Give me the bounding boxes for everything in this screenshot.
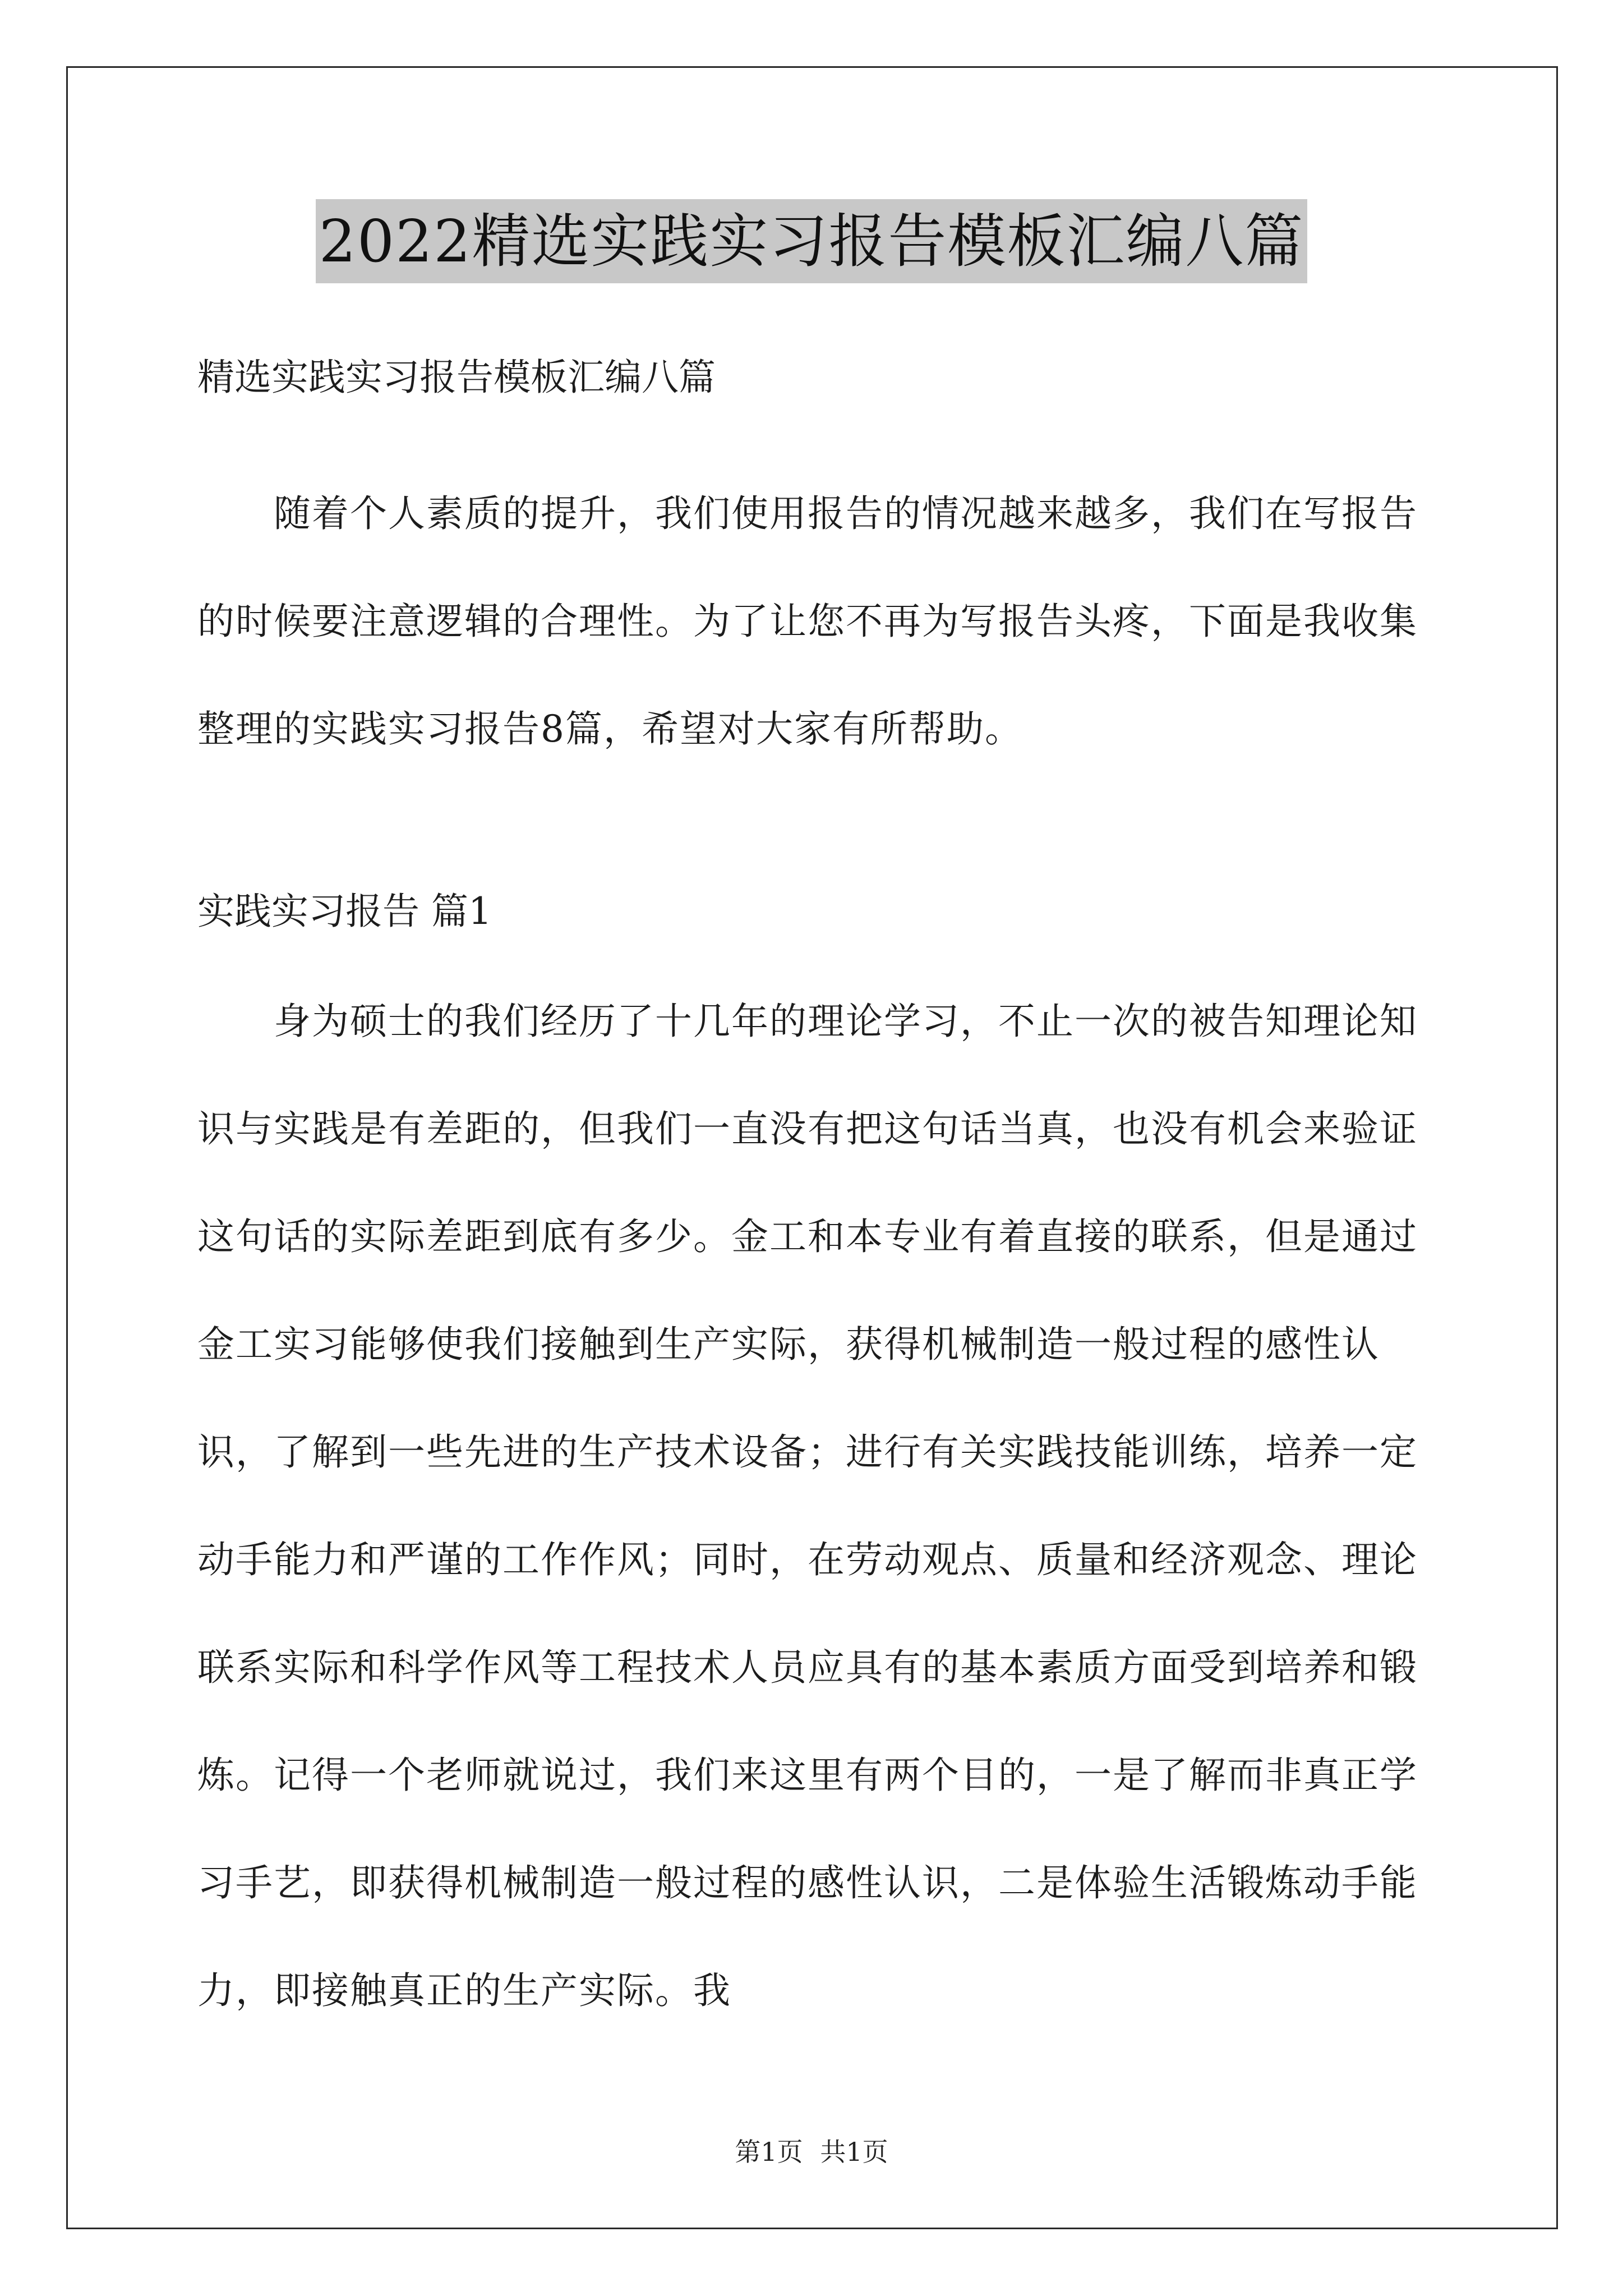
page-number-current: 第1页: [735, 2137, 803, 2167]
document-subtitle: 精选实践实习报告模板汇编八篇: [197, 356, 716, 399]
intro-paragraph: 随着个人素质的提升，我们使用报告的情况越来越多，我们在写报告的时候要注意逻辑的合理性。为了让您不再为写报告头疼，下面是我收集整理的实践实习报告8篇，希望对大家有所帮助。: [197, 492, 1418, 751]
page-number-total: 共1页: [820, 2137, 888, 2167]
section-body-paragraph: 身为硕士的我们经历了十几年的理论学习，不止一次的被告知理论知识与实践是有差距的，但我们一直没有把这句话当真，也没有机会来验证这句话的实际差距到底有多少。金工和本专业有着直接的联系，但是通过金工实习能够使我们接触到生产实际，获得机械制造一般过程的感性认识，了解到一些先进的生产技术设备；进行有关实践技能训练，培养一定动手能力和严谨的工作作风；同时，在劳动观点、质量和经济观念、理论联系实际和科学作风等工程技术人员应具有的基本素质方面受到培养和锻炼。记得一个老师就说过，我们来这里有两个目的，一是了解而非真正学习手艺，即获得机械制造一般过程的感性认识，二是体验生活锻炼动手能力，即接触真正的生产实际。我: [197, 1000, 1418, 2012]
section-heading: 实践实习报告 篇1: [197, 890, 492, 933]
document-title: 2022精选实践实习报告模板汇编八篇: [316, 199, 1308, 283]
page-footer: [0, 2132, 1623, 2169]
title-container: [0, 199, 1623, 283]
